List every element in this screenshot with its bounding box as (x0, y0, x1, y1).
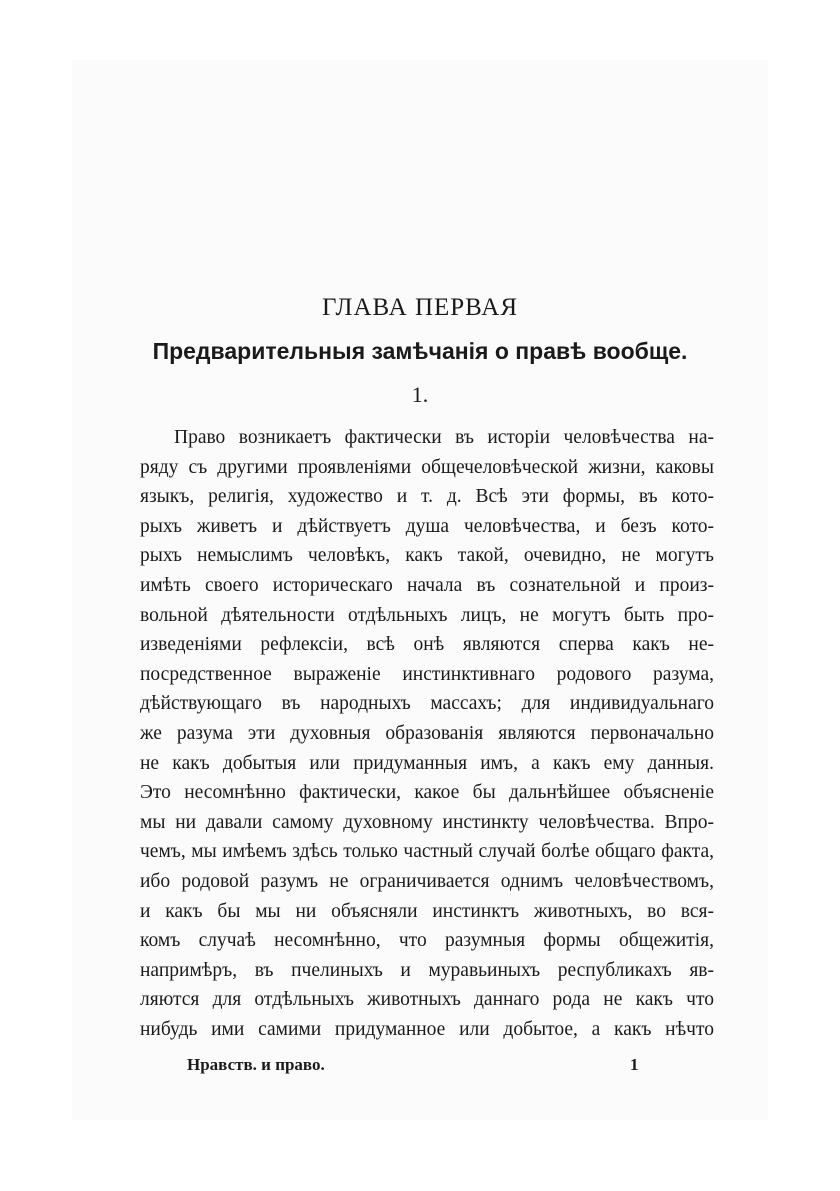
text-line: ряду съ другими проявленіями общечеловѣческой жизни, каковы (140, 456, 714, 478)
page-number: 1 (630, 1055, 639, 1074)
footer-signature: Нравств. и право. (187, 1055, 325, 1074)
chapter-subtitle: Предварительныя замѣчанія о правѣ вообще. (152, 338, 688, 364)
text-line: дѣйствующаго въ народныхъ массахъ; для индивидуальнаго (140, 693, 714, 715)
text-line: вольной дѣятельности отдѣльныхъ лицъ, не могутъ быть про- (140, 604, 714, 626)
text-line: комъ случаѣ несомнѣнно, что разумныя формы общежитія, (140, 930, 714, 952)
text-line: и какъ бы мы ни объясняли инстинктъ животныхъ, во вся- (140, 900, 714, 922)
text-line: не какъ добытыя или придуманныя имъ, а какъ ему данныя. (140, 752, 714, 774)
text-line: посредственное выраженіе инстинктивнаго родового разума, (140, 663, 714, 685)
text-line: же разума эти духовныя образованія являются первоначально (140, 722, 714, 744)
text-line: имѣть своего историческаго начала въ сознательной и произ- (140, 574, 714, 596)
text-line: мы ни давали самому духовному инстинкту человѣчества. Впро- (140, 811, 714, 833)
text-line: языкъ, религія, художество и т. д. Всѣ эти формы, въ кото- (140, 486, 714, 508)
text-line: ляются для отдѣльныхъ животныхъ даннаго рода не какъ что (140, 989, 714, 1011)
text-line: изведеніями рефлексіи, всѣ онѣ являются сперва какъ не- (140, 634, 714, 656)
text-line: нибудь ими самими придуманное или добытое, а какъ нѣчто (140, 1018, 714, 1040)
text-line: рыхъ немыслимъ человѣкъ, какъ такой, очевидно, не могутъ (140, 545, 714, 567)
body-text (140, 423, 714, 1044)
text-line: рыхъ живетъ и дѣйствуетъ душа человѣчества, и безъ кото- (140, 515, 714, 537)
text-line: ибо родовой разумъ не ограничивается однимъ человѣчествомъ, (140, 870, 714, 892)
text-line: Это несомнѣнно фактически, какое бы дальнѣйшее объясненіе (140, 782, 714, 804)
text-line: напримѣръ, въ пчелиныхъ и муравьиныхъ республикахъ яв- (140, 959, 714, 981)
text-line: Право возникаетъ фактически въ исторіи человѣчества на- (174, 427, 714, 448)
section-number: 1. (411, 382, 429, 407)
chapter-heading: ГЛАВА ПЕРВАЯ (321, 294, 519, 321)
text-line: чемъ, мы имѣемъ здѣсь только частный случай болѣе общаго факта, (140, 841, 714, 863)
